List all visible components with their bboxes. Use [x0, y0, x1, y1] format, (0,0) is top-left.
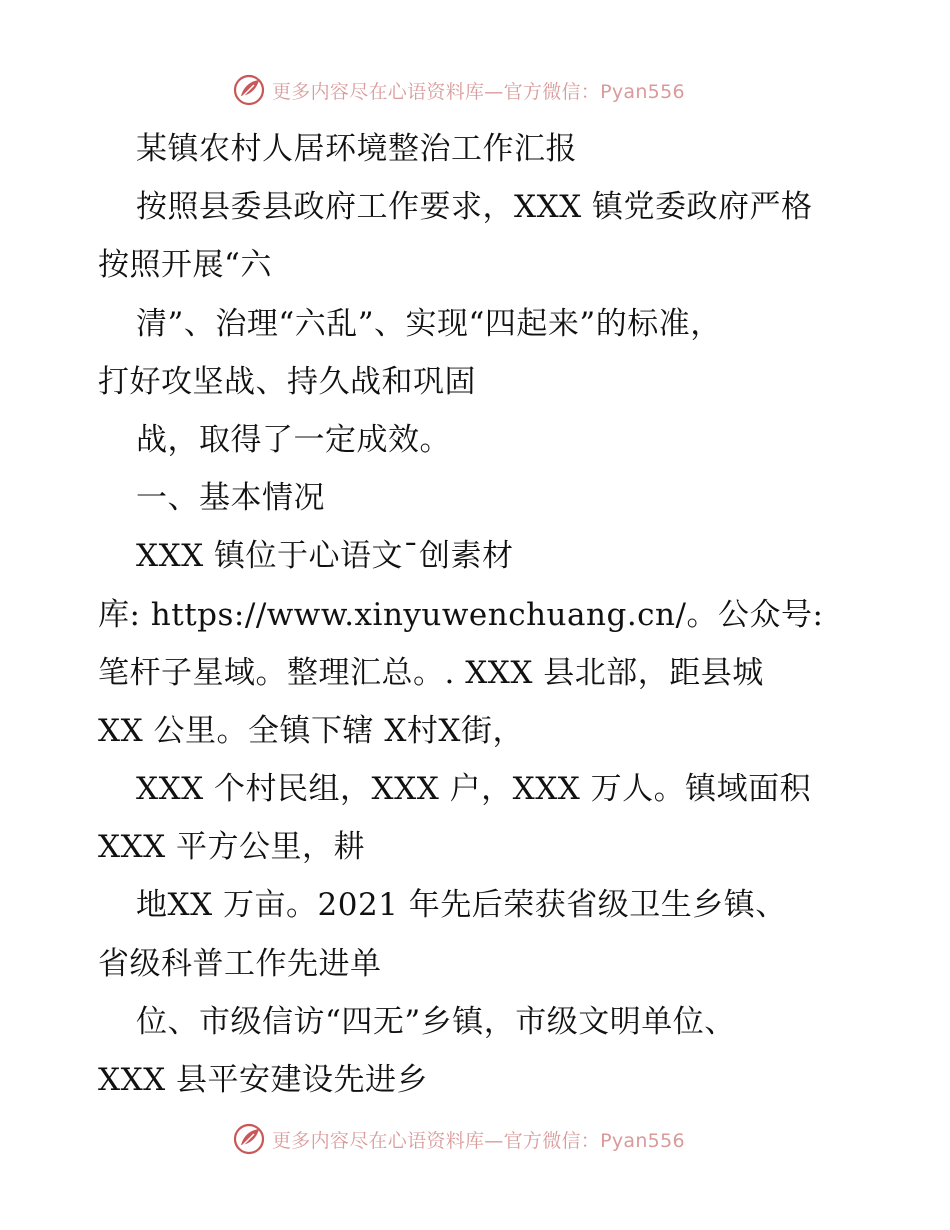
document-body	[98, 120, 888, 1109]
watermark-text: 更多内容尽在心语资料库—官方微信：Pyan556	[272, 1129, 685, 1152]
leaf-seal-logo-icon	[232, 1122, 266, 1156]
header-watermark-banner	[232, 70, 752, 110]
section-heading-line: 一、基本情况	[136, 480, 325, 517]
doc-line: XXX 镇位于心语文¯创素材	[136, 538, 514, 575]
leaf-seal-logo-icon	[232, 73, 266, 107]
doc-line: 战，取得了一定成效。	[136, 421, 451, 458]
doc-line: 库: https://www.xinyuwenchuang.cn/。公众号:	[98, 596, 824, 633]
doc-line: 清”、治理“六乱”、实现“四起来”的标准，	[136, 305, 722, 342]
footer-watermark-banner	[232, 1119, 752, 1159]
doc-line: 笔杆子星域。整理汇总。. XXX 县北部，距县城	[98, 654, 764, 691]
doc-line: 打好攻坚战、持久战和巩固	[98, 363, 476, 400]
doc-line: 省级科普工作先进单	[98, 945, 382, 982]
doc-line: 地XX 万亩。2021 年先后荣获省级卫生乡镇、	[136, 887, 787, 924]
doc-line: 按照县委县政府工作要求，XXX 镇党委政府严格	[136, 189, 813, 226]
doc-line: XXX 个村民组，XXX 户，XXX 万人。镇域面积	[136, 771, 812, 808]
doc-line: 位、市级信访“四无”乡镇，市级文明单位、	[136, 1003, 736, 1040]
doc-line: XX 公里。全镇下辖 X村X街，	[98, 712, 524, 749]
doc-line: XXX 县平安建设先进乡	[98, 1062, 429, 1098]
doc-title-line: 某镇农村人居环境整治工作汇报	[136, 131, 577, 167]
watermark-text: 更多内容尽在心语资料库—官方微信：Pyan556	[272, 80, 685, 103]
doc-line: 按照开展“六	[98, 247, 272, 284]
doc-line: XXX 平方公里，耕	[98, 829, 366, 866]
